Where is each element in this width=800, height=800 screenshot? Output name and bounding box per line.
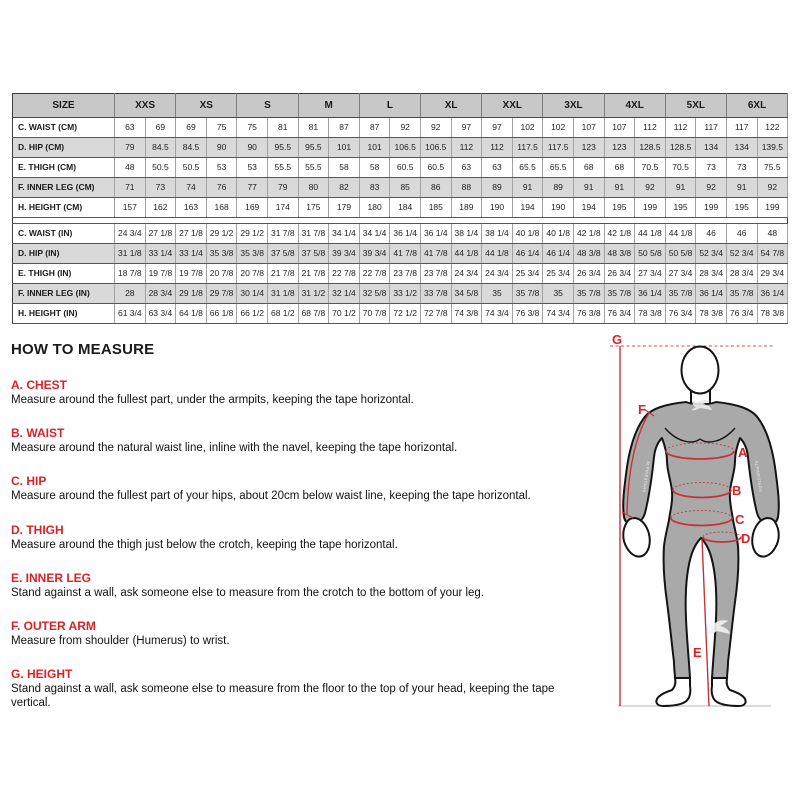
size-value-cell: 75 bbox=[206, 118, 237, 138]
size-value-cell: 36 1/4 bbox=[757, 284, 788, 304]
size-value-cell: 107 bbox=[604, 118, 635, 138]
row-label: E. THIGH (IN) bbox=[13, 264, 115, 284]
size-value-cell: 38 1/4 bbox=[451, 224, 482, 244]
size-value-cell: 169 bbox=[237, 198, 268, 218]
size-value-cell: 70.5 bbox=[665, 158, 696, 178]
size-value-cell: 74 3/4 bbox=[543, 304, 574, 324]
measure-section-text: Measure around the fullest part, under the armpits, keeping the tape horizontal. bbox=[11, 394, 414, 406]
size-value-cell: 70 7/8 bbox=[359, 304, 390, 324]
size-value-cell: 76 3/8 bbox=[573, 304, 604, 324]
measure-section-heading: C. HIP bbox=[11, 474, 47, 489]
size-value-cell: 61 3/4 bbox=[115, 304, 146, 324]
measure-section-text: Stand against a wall, ask someone else to measure from the floor to the top of your head, keeping the tape vertical. bbox=[11, 683, 555, 709]
size-value-cell: 26 3/4 bbox=[573, 264, 604, 284]
size-value-cell: 82 bbox=[329, 178, 360, 198]
size-value-cell: 194 bbox=[512, 198, 543, 218]
size-chart-table bbox=[12, 93, 788, 324]
size-value-cell: 65.5 bbox=[543, 158, 574, 178]
size-header-l: L bbox=[359, 94, 420, 118]
size-value-cell: 25 3/4 bbox=[512, 264, 543, 284]
size-value-cell: 29 3/4 bbox=[757, 264, 788, 284]
size-value-cell: 34 1/4 bbox=[329, 224, 360, 244]
size-value-cell: 90 bbox=[237, 138, 268, 158]
size-value-cell: 190 bbox=[482, 198, 513, 218]
size-header-s: S bbox=[237, 94, 298, 118]
size-value-cell: 30 1/4 bbox=[237, 284, 268, 304]
size-header-xl: XL bbox=[420, 94, 481, 118]
size-value-cell: 112 bbox=[482, 138, 513, 158]
size-value-cell: 76 3/4 bbox=[665, 304, 696, 324]
size-value-cell: 199 bbox=[757, 198, 788, 218]
inner-leg-measure-line bbox=[702, 539, 709, 706]
head bbox=[682, 347, 719, 394]
size-value-cell: 48 bbox=[115, 158, 146, 178]
size-value-cell: 106.5 bbox=[390, 138, 421, 158]
size-value-cell: 79 bbox=[115, 138, 146, 158]
row-label: C. WAIST (CM) bbox=[13, 118, 115, 138]
row-label: D. HIP (CM) bbox=[13, 138, 115, 158]
size-value-cell: 29 1/8 bbox=[176, 284, 207, 304]
size-value-cell: 48 3/8 bbox=[604, 244, 635, 264]
size-value-cell: 54 7/8 bbox=[757, 244, 788, 264]
size-value-cell: 107 bbox=[573, 118, 604, 138]
size-value-cell: 101 bbox=[329, 138, 360, 158]
measure-section-heading: F. OUTER ARM bbox=[11, 619, 96, 634]
size-value-cell: 76 bbox=[206, 178, 237, 198]
size-value-cell: 50 5/8 bbox=[635, 244, 666, 264]
row-label: E. THIGH (CM) bbox=[13, 158, 115, 178]
size-value-cell: 44 1/8 bbox=[635, 224, 666, 244]
size-value-cell: 134 bbox=[726, 138, 757, 158]
size-value-cell: 68 bbox=[573, 158, 604, 178]
size-value-cell: 33 1/2 bbox=[390, 284, 421, 304]
size-value-cell: 21 7/8 bbox=[298, 264, 329, 284]
size-value-cell: 36 1/4 bbox=[390, 224, 421, 244]
size-value-cell: 91 bbox=[512, 178, 543, 198]
size-value-cell: 80 bbox=[298, 178, 329, 198]
size-value-cell: 55.5 bbox=[298, 158, 329, 178]
size-value-cell: 84.5 bbox=[145, 138, 176, 158]
size-value-cell: 112 bbox=[665, 118, 696, 138]
size-value-cell: 91 bbox=[573, 178, 604, 198]
size-value-cell: 55.5 bbox=[267, 158, 298, 178]
right-hand bbox=[752, 518, 779, 557]
size-value-cell: 73 bbox=[726, 158, 757, 178]
size-value-cell: 33 1/4 bbox=[145, 244, 176, 264]
size-value-cell: 162 bbox=[145, 198, 176, 218]
size-value-cell: 35 7/8 bbox=[665, 284, 696, 304]
size-value-cell: 66 1/2 bbox=[237, 304, 268, 324]
size-value-cell: 46 1/4 bbox=[543, 244, 574, 264]
size-value-cell: 81 bbox=[267, 118, 298, 138]
size-value-cell: 29 1/2 bbox=[237, 224, 268, 244]
size-value-cell: 87 bbox=[359, 118, 390, 138]
size-value-cell: 28 3/4 bbox=[696, 264, 727, 284]
size-value-cell: 74 3/8 bbox=[451, 304, 482, 324]
size-value-cell: 27 1/8 bbox=[176, 224, 207, 244]
size-value-cell: 78 3/8 bbox=[757, 304, 788, 324]
measure-section-heading: A. CHEST bbox=[11, 378, 68, 392]
size-value-cell: 117 bbox=[696, 118, 727, 138]
size-value-cell: 195 bbox=[726, 198, 757, 218]
size-value-cell: 157 bbox=[115, 198, 146, 218]
size-column-header: SIZE bbox=[13, 94, 115, 118]
size-value-cell: 92 bbox=[757, 178, 788, 198]
size-value-cell: 70.5 bbox=[635, 158, 666, 178]
size-value-cell: 21 7/8 bbox=[267, 264, 298, 284]
size-value-cell: 24 3/4 bbox=[482, 264, 513, 284]
size-header-row bbox=[13, 94, 788, 118]
measure-section bbox=[11, 378, 596, 407]
size-value-cell: 76 3/4 bbox=[726, 304, 757, 324]
size-value-cell: 97 bbox=[451, 118, 482, 138]
size-value-cell: 35 3/8 bbox=[206, 244, 237, 264]
diagram-label-A: A bbox=[738, 445, 748, 460]
size-value-cell: 123 bbox=[604, 138, 635, 158]
size-value-cell: 63 bbox=[482, 158, 513, 178]
size-value-cell: 36 1/4 bbox=[696, 284, 727, 304]
diagram-label-F: F bbox=[638, 402, 646, 417]
size-value-cell: 20 7/8 bbox=[206, 264, 237, 284]
size-value-cell: 39 3/4 bbox=[329, 244, 360, 264]
size-value-cell: 185 bbox=[420, 198, 451, 218]
size-value-cell: 60.5 bbox=[390, 158, 421, 178]
size-value-cell: 190 bbox=[543, 198, 574, 218]
measure-section-text: Stand against a wall, ask someone else to measure from the crotch to the bottom of your leg. bbox=[11, 586, 485, 599]
size-value-cell: 35 7/8 bbox=[726, 284, 757, 304]
size-value-cell: 88 bbox=[451, 178, 482, 198]
size-value-cell: 81 bbox=[298, 118, 329, 138]
how-to-measure-section bbox=[11, 341, 596, 729]
size-value-cell: 24 3/4 bbox=[115, 224, 146, 244]
size-value-cell: 91 bbox=[604, 178, 635, 198]
measure-section-heading: E. INNER LEG bbox=[11, 570, 92, 585]
size-header-xxl: XXL bbox=[482, 94, 543, 118]
size-value-cell: 92 bbox=[696, 178, 727, 198]
measure-section bbox=[11, 619, 596, 648]
size-header-4xl: 4XL bbox=[604, 94, 665, 118]
table-row bbox=[13, 118, 788, 138]
left-hand bbox=[623, 518, 650, 557]
size-value-cell: 33 1/4 bbox=[176, 244, 207, 264]
size-value-cell: 26 3/4 bbox=[604, 264, 635, 284]
size-value-cell: 35 3/8 bbox=[237, 244, 268, 264]
size-value-cell: 35 7/8 bbox=[512, 284, 543, 304]
measure-section-text: Measure around the natural waist line, inline with the navel, keeping the tape horizontal. bbox=[11, 442, 458, 455]
measure-section-heading: G. HEIGHT bbox=[11, 667, 73, 682]
size-value-cell: 73 bbox=[145, 178, 176, 198]
size-value-cell: 68 7/8 bbox=[298, 304, 329, 324]
size-value-cell: 38 1/4 bbox=[482, 224, 513, 244]
size-value-cell: 84.5 bbox=[176, 138, 207, 158]
measure-section-heading: D. THIGH bbox=[11, 522, 64, 537]
body-figure-svg bbox=[598, 328, 800, 720]
size-value-cell: 199 bbox=[635, 198, 666, 218]
size-value-cell: 41 7/8 bbox=[390, 244, 421, 264]
size-value-cell: 22 7/8 bbox=[359, 264, 390, 284]
size-value-cell: 199 bbox=[696, 198, 727, 218]
size-value-cell: 52 3/4 bbox=[696, 244, 727, 264]
size-value-cell: 63 3/4 bbox=[145, 304, 176, 324]
size-value-cell: 68 bbox=[604, 158, 635, 178]
size-header-xs: XS bbox=[176, 94, 237, 118]
size-value-cell: 195 bbox=[604, 198, 635, 218]
size-value-cell: 27 1/8 bbox=[145, 224, 176, 244]
size-value-cell: 46 1/4 bbox=[512, 244, 543, 264]
size-value-cell: 89 bbox=[482, 178, 513, 198]
size-value-cell: 35 7/8 bbox=[604, 284, 635, 304]
size-value-cell: 36 1/4 bbox=[420, 224, 451, 244]
left-foot bbox=[656, 678, 690, 706]
size-value-cell: 78 3/8 bbox=[696, 304, 727, 324]
size-value-cell: 31 1/8 bbox=[115, 244, 146, 264]
size-value-cell: 52 3/4 bbox=[726, 244, 757, 264]
size-value-cell: 117.5 bbox=[543, 138, 574, 158]
size-value-cell: 163 bbox=[176, 198, 207, 218]
size-value-cell: 29 1/2 bbox=[206, 224, 237, 244]
size-value-cell: 58 bbox=[329, 158, 360, 178]
size-value-cell: 168 bbox=[206, 198, 237, 218]
table-row bbox=[13, 158, 788, 178]
size-value-cell: 33 7/8 bbox=[420, 284, 451, 304]
diagram-label-B: B bbox=[732, 483, 742, 498]
size-value-cell: 195 bbox=[665, 198, 696, 218]
size-value-cell: 19 7/8 bbox=[176, 264, 207, 284]
size-value-cell: 36 1/4 bbox=[635, 284, 666, 304]
size-value-cell: 179 bbox=[329, 198, 360, 218]
size-value-cell: 28 3/4 bbox=[145, 284, 176, 304]
size-value-cell: 102 bbox=[512, 118, 543, 138]
size-value-cell: 174 bbox=[267, 198, 298, 218]
row-label: D. HIP (IN) bbox=[13, 244, 115, 264]
size-value-cell: 63 bbox=[451, 158, 482, 178]
size-value-cell: 48 bbox=[757, 224, 788, 244]
size-value-cell: 31 7/8 bbox=[267, 224, 298, 244]
right-foot bbox=[712, 678, 746, 706]
size-value-cell: 27 3/4 bbox=[635, 264, 666, 284]
size-value-cell: 34 1/4 bbox=[359, 224, 390, 244]
size-value-cell: 91 bbox=[726, 178, 757, 198]
table-row bbox=[13, 244, 788, 264]
size-value-cell: 19 7/8 bbox=[145, 264, 176, 284]
size-value-cell: 85 bbox=[390, 178, 421, 198]
measure-section bbox=[11, 571, 596, 600]
measure-section bbox=[11, 523, 596, 552]
table-row bbox=[13, 224, 788, 244]
diagram-label-C: C bbox=[735, 512, 745, 527]
size-value-cell: 134 bbox=[696, 138, 727, 158]
size-value-cell: 69 bbox=[176, 118, 207, 138]
row-label: C. WAIST (IN) bbox=[13, 224, 115, 244]
size-value-cell: 102 bbox=[543, 118, 574, 138]
row-label: F. INNER LEG (IN) bbox=[13, 284, 115, 304]
row-label: H. HEIGHT (CM) bbox=[13, 198, 115, 218]
size-header-6xl: 6XL bbox=[726, 94, 787, 118]
size-value-cell: 75 bbox=[237, 118, 268, 138]
diagram-label-G: G bbox=[612, 332, 623, 347]
size-value-cell: 66 1/8 bbox=[206, 304, 237, 324]
size-value-cell: 64 1/8 bbox=[176, 304, 207, 324]
size-value-cell: 139.5 bbox=[757, 138, 788, 158]
size-value-cell: 35 bbox=[482, 284, 513, 304]
size-value-cell: 65.5 bbox=[512, 158, 543, 178]
size-value-cell: 53 bbox=[237, 158, 268, 178]
size-value-cell: 22 7/8 bbox=[329, 264, 360, 284]
table-row bbox=[13, 264, 788, 284]
table-row bbox=[13, 178, 788, 198]
size-value-cell: 58 bbox=[359, 158, 390, 178]
size-value-cell: 175 bbox=[298, 198, 329, 218]
measure-section bbox=[11, 426, 596, 455]
measure-section-heading: B. WAIST bbox=[11, 426, 65, 441]
size-value-cell: 106.5 bbox=[420, 138, 451, 158]
size-value-cell: 89 bbox=[543, 178, 574, 198]
table-row bbox=[13, 284, 788, 304]
size-value-cell: 18 7/8 bbox=[115, 264, 146, 284]
size-value-cell: 23 7/8 bbox=[390, 264, 421, 284]
size-header-5xl: 5XL bbox=[665, 94, 726, 118]
size-value-cell: 69 bbox=[145, 118, 176, 138]
size-value-cell: 31 1/2 bbox=[298, 284, 329, 304]
size-value-cell: 31 7/8 bbox=[298, 224, 329, 244]
size-value-cell: 112 bbox=[451, 138, 482, 158]
size-value-cell: 71 bbox=[115, 178, 146, 198]
size-value-cell: 122 bbox=[757, 118, 788, 138]
size-value-cell: 44 1/8 bbox=[482, 244, 513, 264]
size-value-cell: 112 bbox=[635, 118, 666, 138]
size-value-cell: 189 bbox=[451, 198, 482, 218]
size-value-cell: 53 bbox=[206, 158, 237, 178]
size-value-cell: 40 1/8 bbox=[543, 224, 574, 244]
size-value-cell: 63 bbox=[115, 118, 146, 138]
measurement-diagram bbox=[598, 328, 800, 720]
size-value-cell: 180 bbox=[359, 198, 390, 218]
diagram-label-D: D bbox=[741, 531, 751, 546]
size-value-cell: 34 5/8 bbox=[451, 284, 482, 304]
size-value-cell: 117.5 bbox=[512, 138, 543, 158]
size-value-cell: 72 1/2 bbox=[390, 304, 421, 324]
row-label: H. HEIGHT (IN) bbox=[13, 304, 115, 324]
size-value-cell: 32 1/4 bbox=[329, 284, 360, 304]
left-forearm-logo-text: ALPINESTARS bbox=[641, 460, 651, 493]
size-value-cell: 95.5 bbox=[267, 138, 298, 158]
size-value-cell: 50 5/8 bbox=[665, 244, 696, 264]
size-value-cell: 92 bbox=[420, 118, 451, 138]
size-value-cell: 28 bbox=[115, 284, 146, 304]
size-value-cell: 86 bbox=[420, 178, 451, 198]
size-value-cell: 68 1/2 bbox=[267, 304, 298, 324]
size-value-cell: 48 3/8 bbox=[573, 244, 604, 264]
measure-section-text: Measure from shoulder (Humerus) to wrist. bbox=[11, 635, 230, 648]
size-value-cell: 20 7/8 bbox=[237, 264, 268, 284]
size-chart-table-container bbox=[12, 93, 788, 324]
diagram-label-E: E bbox=[693, 645, 702, 660]
size-value-cell: 74 bbox=[176, 178, 207, 198]
size-value-cell: 184 bbox=[390, 198, 421, 218]
size-value-cell: 97 bbox=[482, 118, 513, 138]
size-value-cell: 117 bbox=[726, 118, 757, 138]
size-value-cell: 44 1/8 bbox=[665, 224, 696, 244]
size-value-cell: 70 1/2 bbox=[329, 304, 360, 324]
size-value-cell: 28 3/4 bbox=[726, 264, 757, 284]
size-value-cell: 42 1/8 bbox=[604, 224, 635, 244]
row-label: F. INNER LEG (CM) bbox=[13, 178, 115, 198]
size-value-cell: 101 bbox=[359, 138, 390, 158]
size-header-m: M bbox=[298, 94, 359, 118]
size-value-cell: 50.5 bbox=[176, 158, 207, 178]
size-value-cell: 42 1/8 bbox=[573, 224, 604, 244]
size-value-cell: 24 3/4 bbox=[451, 264, 482, 284]
size-value-cell: 37 5/8 bbox=[298, 244, 329, 264]
size-value-cell: 50.5 bbox=[145, 158, 176, 178]
size-value-cell: 44 1/8 bbox=[451, 244, 482, 264]
size-header-3xl: 3XL bbox=[543, 94, 604, 118]
size-value-cell: 35 bbox=[543, 284, 574, 304]
table-row bbox=[13, 304, 788, 324]
size-value-cell: 128.5 bbox=[635, 138, 666, 158]
table-row bbox=[13, 138, 788, 158]
size-value-cell: 29 7/8 bbox=[206, 284, 237, 304]
size-value-cell: 194 bbox=[573, 198, 604, 218]
size-value-cell: 46 bbox=[726, 224, 757, 244]
table-row bbox=[13, 198, 788, 218]
size-value-cell: 35 7/8 bbox=[573, 284, 604, 304]
size-value-cell: 95.5 bbox=[298, 138, 329, 158]
size-value-cell: 74 3/4 bbox=[482, 304, 513, 324]
measure-section bbox=[11, 667, 596, 709]
size-value-cell: 27 3/4 bbox=[665, 264, 696, 284]
size-value-cell: 60.5 bbox=[420, 158, 451, 178]
size-value-cell: 90 bbox=[206, 138, 237, 158]
size-value-cell: 87 bbox=[329, 118, 360, 138]
size-value-cell: 92 bbox=[635, 178, 666, 198]
size-value-cell: 76 3/4 bbox=[604, 304, 635, 324]
size-value-cell: 46 bbox=[696, 224, 727, 244]
size-value-cell: 39 3/4 bbox=[359, 244, 390, 264]
measure-section bbox=[11, 474, 596, 503]
size-value-cell: 41 7/8 bbox=[420, 244, 451, 264]
size-value-cell: 91 bbox=[665, 178, 696, 198]
size-value-cell: 83 bbox=[359, 178, 390, 198]
size-header-xxs: XXS bbox=[115, 94, 176, 118]
size-value-cell: 77 bbox=[237, 178, 268, 198]
size-value-cell: 73 bbox=[696, 158, 727, 178]
size-value-cell: 32 5/8 bbox=[359, 284, 390, 304]
size-value-cell: 72 7/8 bbox=[420, 304, 451, 324]
size-value-cell: 78 3/8 bbox=[635, 304, 666, 324]
right-forearm-logo-text: ALPINESTARS bbox=[754, 460, 764, 493]
size-value-cell: 79 bbox=[267, 178, 298, 198]
size-value-cell: 40 1/8 bbox=[512, 224, 543, 244]
size-value-cell: 37 5/8 bbox=[267, 244, 298, 264]
size-value-cell: 23 7/8 bbox=[420, 264, 451, 284]
size-value-cell: 123 bbox=[573, 138, 604, 158]
size-value-cell: 75.5 bbox=[757, 158, 788, 178]
size-value-cell: 128.5 bbox=[665, 138, 696, 158]
measure-section-text: Measure around the fullest part of your hips, about 20cm below waist line, keeping the tape horizontal. bbox=[11, 490, 531, 503]
size-value-cell: 31 1/8 bbox=[267, 284, 298, 304]
size-value-cell: 25 3/4 bbox=[543, 264, 574, 284]
size-value-cell: 76 3/8 bbox=[512, 304, 543, 324]
size-value-cell: 92 bbox=[390, 118, 421, 138]
measure-section-text: Measure around the thigh just below the crotch, keeping the tape horizontal. bbox=[11, 538, 398, 551]
how-to-measure-title: HOW TO MEASURE bbox=[11, 341, 155, 358]
